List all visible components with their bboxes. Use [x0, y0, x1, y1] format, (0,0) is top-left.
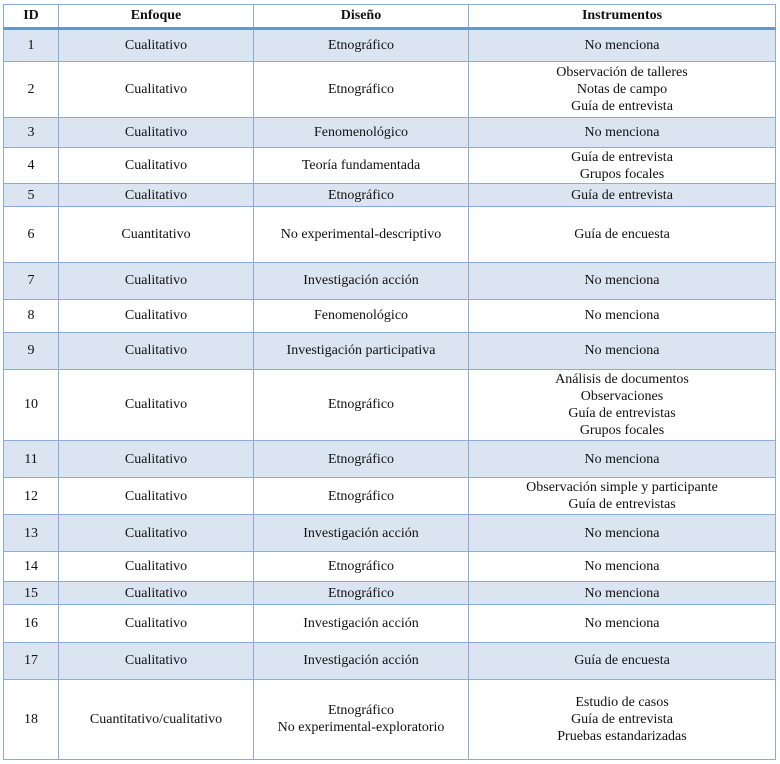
cell-instrumentos-line: Observación simple y participante: [526, 480, 718, 496]
cell-id: 8: [4, 299, 59, 332]
cell-id: 5: [4, 184, 59, 207]
cell-diseno-line: Investigación acción: [303, 616, 419, 632]
cell-instrumentos-line: No menciona: [584, 273, 660, 289]
cell-instrumentos-line: Estudio de casos: [575, 694, 669, 710]
cell-enfoque: Cualitativo: [59, 441, 254, 478]
cell-instrumentos: [469, 262, 776, 299]
cell-id: 1: [4, 29, 59, 62]
cell-enfoque: Cuantitativo/cualitativo: [59, 679, 254, 759]
cell-instrumentos-line: No menciona: [584, 308, 660, 324]
table-row: [4, 515, 776, 552]
cell-instrumentos: [469, 552, 776, 582]
table-row: [4, 62, 776, 118]
cell-instrumentos: [469, 515, 776, 552]
cell-id: 7: [4, 262, 59, 299]
table-row: [4, 148, 776, 184]
cell-id: 12: [4, 478, 59, 515]
header-row: [4, 5, 776, 29]
cell-enfoque: Cualitativo: [59, 332, 254, 369]
cell-diseno-line: No experimental-exploratorio: [277, 720, 445, 736]
cell-diseno: [254, 679, 469, 759]
cell-instrumentos: [469, 118, 776, 148]
cell-enfoque: Cualitativo: [59, 478, 254, 515]
cell-enfoque: Cualitativo: [59, 184, 254, 207]
cell-id: 4: [4, 148, 59, 184]
cell-instrumentos-line: Guía de encuesta: [574, 653, 670, 669]
cell-enfoque: Cuantitativo: [59, 207, 254, 262]
cell-instrumentos: [469, 679, 776, 759]
cell-instrumentos-line: Pruebas estandarizadas: [557, 728, 687, 744]
header-instrumentos: Instrumentos: [469, 5, 776, 29]
cell-id: 11: [4, 441, 59, 478]
cell-diseno: [254, 29, 469, 62]
cell-diseno: [254, 332, 469, 369]
research-table: [3, 4, 776, 760]
cell-instrumentos: [469, 582, 776, 605]
cell-enfoque: Cualitativo: [59, 582, 254, 605]
table-row: [4, 478, 776, 515]
cell-diseno: [254, 184, 469, 207]
cell-enfoque: Cualitativo: [59, 62, 254, 118]
cell-id: 9: [4, 332, 59, 369]
cell-instrumentos: [469, 299, 776, 332]
cell-diseno: [254, 441, 469, 478]
cell-id: 3: [4, 118, 59, 148]
cell-id: 2: [4, 62, 59, 118]
table-row: [4, 299, 776, 332]
cell-instrumentos-line: No menciona: [584, 125, 660, 141]
cell-instrumentos-line: No menciona: [584, 343, 660, 359]
table-row: [4, 441, 776, 478]
cell-instrumentos: [469, 332, 776, 369]
table-row: [4, 262, 776, 299]
cell-diseno-line: Etnográfico: [327, 397, 395, 413]
cell-diseno-line: Investigación acción: [303, 653, 419, 669]
table-row: [4, 679, 776, 759]
cell-enfoque: Cualitativo: [59, 118, 254, 148]
cell-diseno-line: Investigación acción: [303, 525, 419, 541]
cell-diseno-line: No experimental-descriptivo: [280, 227, 442, 243]
cell-diseno-line: Etnográfico: [327, 559, 395, 575]
cell-diseno-line: Investigación participativa: [286, 343, 436, 359]
table-row: [4, 207, 776, 262]
table-row: [4, 29, 776, 62]
cell-diseno: [254, 207, 469, 262]
cell-enfoque: Cualitativo: [59, 642, 254, 679]
cell-instrumentos: [469, 441, 776, 478]
cell-instrumentos-line: Guía de entrevista: [571, 149, 673, 165]
cell-instrumentos-line: Guía de encuesta: [574, 227, 670, 243]
cell-diseno-line: Fenomenológico: [313, 308, 409, 324]
cell-diseno: [254, 299, 469, 332]
cell-enfoque: Cualitativo: [59, 262, 254, 299]
cell-instrumentos-line: Guía de entrevistas: [568, 497, 676, 513]
cell-enfoque: Cualitativo: [59, 605, 254, 642]
cell-instrumentos-line: No menciona: [584, 451, 660, 467]
cell-diseno: [254, 148, 469, 184]
cell-diseno: [254, 552, 469, 582]
cell-instrumentos: [469, 148, 776, 184]
table-row: [4, 184, 776, 207]
cell-id: 17: [4, 642, 59, 679]
cell-id: 6: [4, 207, 59, 262]
cell-instrumentos-line: Grupos focales: [579, 422, 665, 438]
cell-enfoque: Cualitativo: [59, 29, 254, 62]
header-enfoque: Enfoque: [59, 5, 254, 29]
cell-instrumentos-line: No menciona: [584, 38, 660, 54]
cell-instrumentos: [469, 369, 776, 440]
cell-enfoque: Cualitativo: [59, 148, 254, 184]
cell-instrumentos-line: Guía de entrevista: [571, 187, 673, 203]
table-row: [4, 332, 776, 369]
table-row: [4, 552, 776, 582]
table-row: [4, 642, 776, 679]
cell-enfoque: Cualitativo: [59, 299, 254, 332]
cell-instrumentos-line: Guía de entrevista: [571, 711, 673, 727]
cell-instrumentos: [469, 62, 776, 118]
cell-diseno: [254, 369, 469, 440]
header-diseno: Diseño: [254, 5, 469, 29]
cell-id: 13: [4, 515, 59, 552]
cell-diseno: [254, 642, 469, 679]
cell-id: 14: [4, 552, 59, 582]
cell-instrumentos: [469, 642, 776, 679]
table-body: [4, 29, 776, 760]
cell-diseno: [254, 478, 469, 515]
cell-diseno: [254, 582, 469, 605]
cell-diseno: [254, 118, 469, 148]
cell-diseno: [254, 605, 469, 642]
cell-instrumentos-line: No menciona: [584, 525, 660, 541]
cell-diseno-line: Teoría fundamentada: [301, 158, 421, 174]
cell-instrumentos: [469, 207, 776, 262]
cell-id: 15: [4, 582, 59, 605]
cell-enfoque: Cualitativo: [59, 515, 254, 552]
cell-diseno: [254, 515, 469, 552]
cell-instrumentos-line: Guía de entrevistas: [568, 405, 676, 421]
table-row: [4, 582, 776, 605]
cell-instrumentos: [469, 29, 776, 62]
cell-id: 18: [4, 679, 59, 759]
cell-enfoque: Cualitativo: [59, 369, 254, 440]
cell-diseno-line: Etnográfico: [327, 82, 395, 98]
header-id: ID: [4, 5, 59, 29]
cell-diseno-line: Etnográfico: [327, 488, 395, 504]
cell-diseno-line: Fenomenológico: [313, 125, 409, 141]
cell-diseno-line: Etnográfico: [327, 703, 395, 719]
cell-diseno: [254, 62, 469, 118]
cell-diseno-line: Etnográfico: [327, 38, 395, 54]
cell-diseno: [254, 262, 469, 299]
cell-instrumentos-line: Guía de entrevista: [571, 99, 673, 115]
cell-instrumentos-line: Notas de campo: [576, 82, 668, 98]
cell-diseno-line: Etnográfico: [327, 187, 395, 203]
cell-id: 16: [4, 605, 59, 642]
cell-instrumentos: [469, 605, 776, 642]
table-row: [4, 605, 776, 642]
cell-instrumentos: [469, 184, 776, 207]
cell-instrumentos-line: No menciona: [584, 616, 660, 632]
cell-enfoque: Cualitativo: [59, 552, 254, 582]
cell-instrumentos-line: No menciona: [584, 559, 660, 575]
cell-diseno-line: Investigación acción: [303, 273, 419, 289]
cell-instrumentos-line: Grupos focales: [579, 166, 665, 182]
table-row: [4, 118, 776, 148]
cell-instrumentos-line: No menciona: [584, 585, 660, 601]
cell-instrumentos-line: Observación de talleres: [556, 65, 688, 81]
cell-id: 10: [4, 369, 59, 440]
cell-diseno-line: Etnográfico: [327, 451, 395, 467]
cell-instrumentos: [469, 478, 776, 515]
cell-instrumentos-line: Análisis de documentos: [555, 371, 689, 387]
cell-diseno-line: Etnográfico: [327, 585, 395, 601]
table-row: [4, 369, 776, 440]
cell-instrumentos-line: Observaciones: [580, 388, 664, 404]
